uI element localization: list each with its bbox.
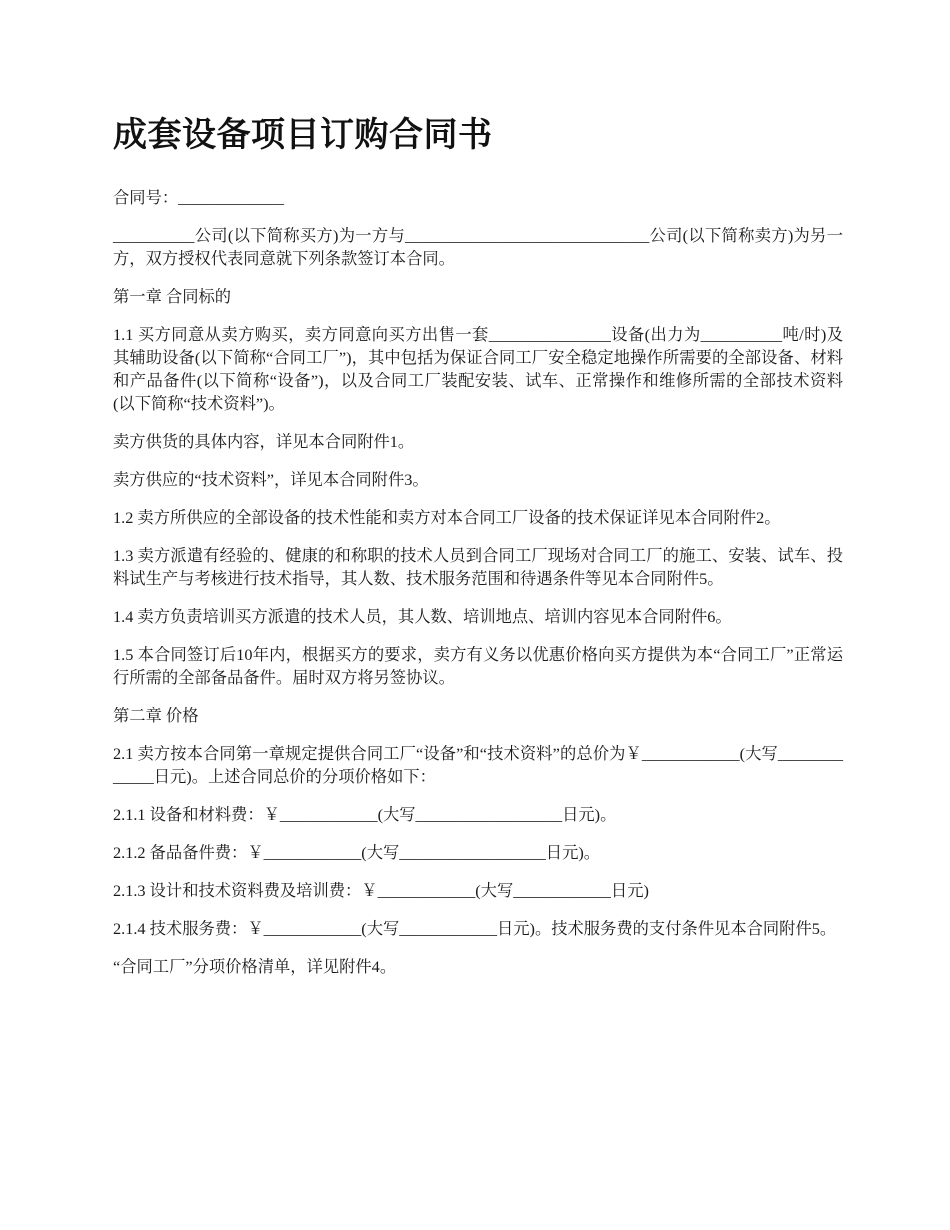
technical-data-note: 卖方供应的“技术资料”，详见本合同附件3。: [113, 470, 429, 489]
chapter-1-heading: 第一章 合同标的: [113, 287, 232, 306]
parties-paragraph: __________公司(以下简称买方)为一方与______________________________公司(以下简称卖方)为另一方，双方授权代表同意就下列条款签订本合同。: [113, 226, 843, 268]
clause-2-1: 2.1 卖方按本合同第一章规定提供合同工厂“设备”和“技术资料”的总价为￥____________(大写_____________日元)。上述合同总价的分项价格如下：: [113, 744, 843, 786]
clause-1-5: 1.5 本合同签订后10年内，根据买方的要求，卖方有义务以优惠价格向买方提供为本“合同工厂”正常运行所需的全部备品备件。届时双方将另签协议。: [113, 645, 843, 687]
chapter-2-heading: 第二章 价格: [113, 706, 199, 725]
document-title: 成套设备项目订购合同书: [113, 117, 493, 154]
contract-number: 合同号：_____________: [113, 188, 284, 207]
clause-1-1: 1.1 买方同意从卖方购买，卖方同意向买方出售一套_______________设备(出力为__________吨/时)及其辅助设备(以下简称“合同工厂”)，其中包括为保证合同工厂安全稳定地操作所需要的全部设备、材料和产品备件(以下简称“设备”)，以及合同工厂装配安装、试车、正常操作和维修所需的全部技术资料(以下简称“技术资料”)。: [113, 325, 843, 413]
clause-2-1-4: 2.1.4 技术服务费：￥____________(大写____________日元)。技术服务费的支付条件见本合同附件5。: [113, 919, 837, 938]
clause-1-4: 1.4 卖方负责培训买方派遣的技术人员，其人数、培训地点、培训内容见本合同附件6。: [113, 607, 732, 626]
clause-1-3: 1.3 卖方派遣有经验的、健康的和称职的技术人员到合同工厂现场对合同工厂的施工、安装、试车、投料试生产与考核进行技术指导，其人数、技术服务范围和待遇条件等见本合同附件5。: [113, 546, 843, 588]
clause-1-2: 1.2 卖方所供应的全部设备的技术性能和卖方对本合同工厂设备的技术保证详见本合同附件2。: [113, 508, 781, 527]
clause-2-1-1: 2.1.1 设备和材料费：￥____________(大写__________________日元)。: [113, 805, 617, 824]
supply-content-note: 卖方供货的具体内容，详见本合同附件1。: [113, 432, 415, 451]
clause-2-1-2: 2.1.2 备品备件费：￥____________(大写__________________日元)。: [113, 843, 601, 862]
contract-page: [113, 112, 843, 993]
clause-2-1-3: 2.1.3 设计和技术资料费及培训费：￥____________(大写____________日元): [113, 881, 649, 900]
price-list-note: “合同工厂”分项价格清单，详见附件4。: [113, 957, 397, 976]
